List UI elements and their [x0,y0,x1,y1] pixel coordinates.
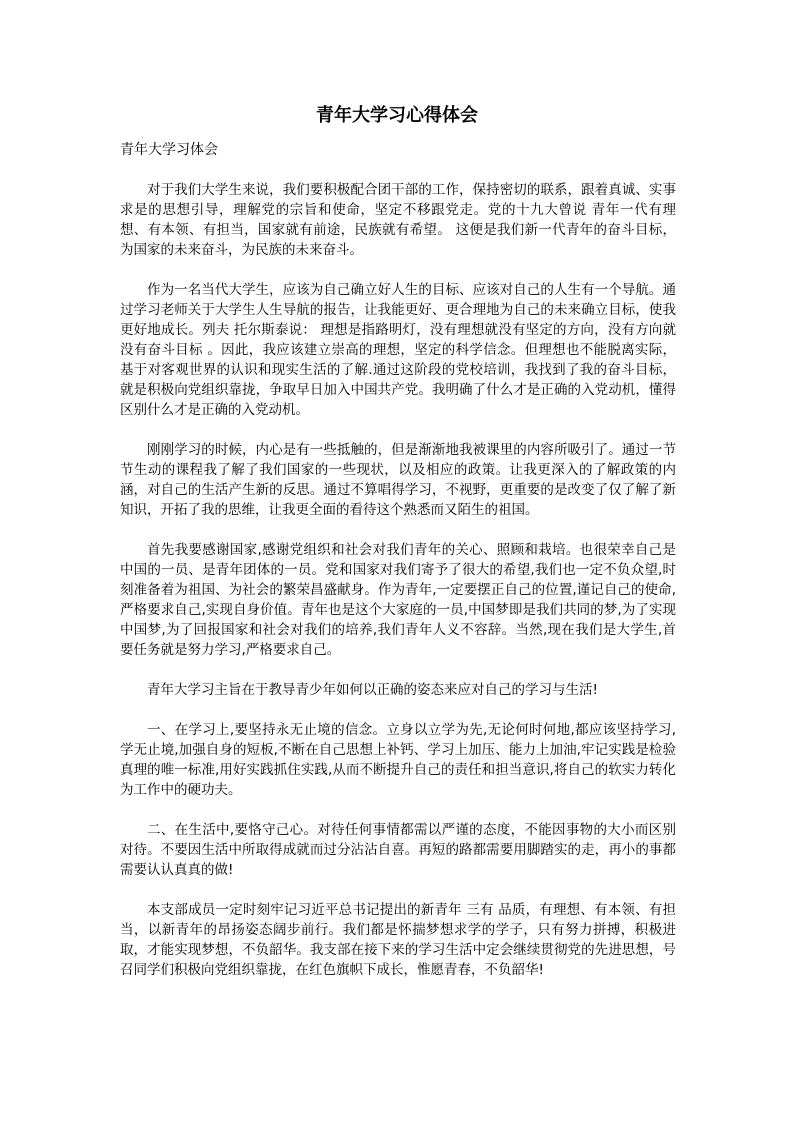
paragraph: 刚刚学习的时候，内心是有一些抵触的，但是渐渐地我被课里的内容所吸引了。通过一节节生动的课程我了解了我们国家的一些现状，以及相应的政策。让我更深入的了解政策的内涵，对自己的生活产生新的反思。通过不算唱得学习，不视野，更重要的是改变了仅了解了新知识，开拓了我的思维，让我更全面的看待这个熟悉而又陌生的祖国。 [120,442,676,518]
paragraph: 首先我要感谢国家,感谢党组织和社会对我们青年的关心、照顾和栽培。也很荣幸自己是中国的一员、是青年团体的一员。党和国家对我们寄予了很大的希望,我们也一定不负众望,时刻准备着为祖国、为社会的繁荣昌盛献身。作为青年,一定要摆正自己的位置,谨记自己的使命,严格要求自己,实现自身价值。青年也是这个大家庭的一员,中国梦即是我们共同的梦,为了实现中国梦,为了回报国家和社会对我们的培养,我们青年人义不容辞。当然,现在我们是大学生,首要任务就是努力学习,严格要求自己。 [120,542,676,658]
paragraph: 二、在生活中,要恪守己心。对待任何事情都需以严谨的态度，不能因事物的大小而区别对待。不要因生活中所取得成就而过分沾沾自喜。再短的路都需要用脚踏实的走，再小的事都需要认认真真的做! [120,822,676,878]
paragraph: 一、在学习上,要坚持永无止境的信念。立身以立学为先,无论何时何地,都应该坚持学习,学无止境,加强自身的短板,不断在自己思想上补钙、学习上加压、能力上加油,牢记实践是检验真理的唯一标准,用好实践抓住实践,从而不断提升自己的责任和担当意识,将自己的软实力转化为工作中的硬功夫。 [120,722,676,798]
document-subtitle: 青年大学习体会 [120,142,218,158]
document-body [120,180,676,1000]
paragraph: 本支部成员一定时刻牢记习近平总书记提出的新青年 三有 品质，有理想、有本领、有担当，以新青年的昂扬姿态阔步前行。我们都是怀揣梦想求学的学子，只有努力拼搏，积极进取，才能实现梦想，不负韶华。我支部在接下来的学习生活中定会继续贯彻党的先进思想，号召同学们积极向党组织靠拢，在红色旗帜下成长，惟愿青春，不负韶华! [120,902,676,978]
paragraph: 对于我们大学生来说，我们要积极配合团干部的工作，保持密切的联系，跟着真诚、实事求是的思想引导，理解党的宗旨和使命，坚定不移跟党走。党的十九大曾说 青年一代有理想、有本领、有担当，国家就有前途，民族就有希望。 这便是我们新一代青年的奋斗目标，为国家的未来奋斗，为民族的未来奋斗。 [120,182,676,258]
paragraph: 作为一名当代大学生，应该为自己确立好人生的目标、应该对自己的人生有一个导航。通过学习老师关于大学生人生导航的报告，让我能更好、更合理地为自己的未来确立目标，使我更好地成长。列夫 托尔斯泰说： 理想是指路明灯，没有理想就没有坚定的方向，没有方向就没有奋斗目标 。因此，我应该建立崇高的理想，坚定的科学信念。但理想也不能脱离实际，基于对客观世界的认识和现实生活的了解.通过这阶段的党校培训，我找到了我的奋斗目标，就是积极向党组织靠拢，争取早日加入中国共产党。我明确了什么才是正确的入党动机，懂得区别什么才是正确的入党动机。 [120,282,676,418]
paragraph: 青年大学习主旨在于教导青少年如何以正确的姿态来应对自己的学习与生活! [147,682,598,698]
document-title: 青年大学习心得体会 [316,105,478,126]
